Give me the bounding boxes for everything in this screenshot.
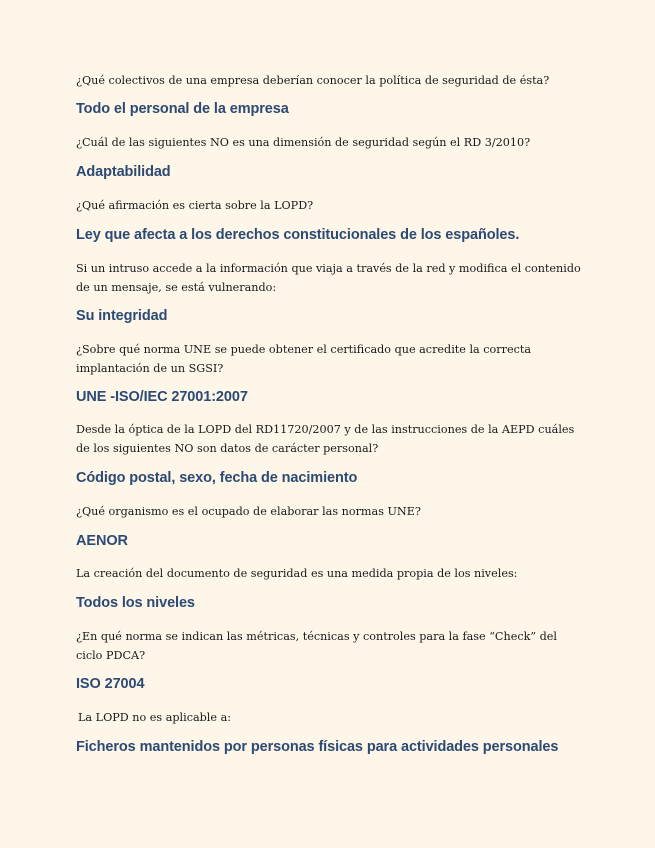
question-5: ¿Sobre qué norma UNE se puede obtener el certificado que acredite la correcta implantación de un SGSI?	[76, 343, 532, 375]
question-8: La creación del documento de seguridad es una medida propia de los niveles:	[76, 567, 518, 580]
question-2: ¿Cuál de las siguientes NO es una dimensión de seguridad según el RD 3/2010?	[76, 136, 531, 149]
answer-4: Su integridad	[76, 308, 168, 324]
answer-5: UNE -ISO/IEC 27001:2007	[76, 389, 248, 405]
question-3: ¿Qué afirmación es cierta sobre la LOPD?	[76, 199, 314, 212]
question-1: ¿Qué colectivos de una empresa deberían conocer la política de seguridad de ésta?	[76, 74, 550, 87]
question-9: ¿En qué norma se indican las métricas, técnicas y controles para la fase “Check” del ciclo PDCA?	[76, 630, 557, 662]
answer-10: Ficheros mantenidos por personas físicas para actividades personales	[76, 739, 559, 755]
answer-6: Código postal, sexo, fecha de nacimiento	[76, 470, 358, 486]
answer-3: Ley que afecta a los derechos constitucionales de los españoles.	[76, 227, 520, 243]
answer-7: AENOR	[76, 533, 128, 549]
answer-9: ISO 27004	[76, 676, 145, 692]
question-7: ¿Qué organismo es el ocupado de elaborar las normas UNE?	[76, 505, 421, 518]
question-4: Si un intruso accede a la información que viaja a través de la red y modifica el contenido de un mensaje, se está vulnerando:	[76, 262, 581, 294]
answer-2: Adaptabilidad	[76, 164, 171, 180]
question-6: Desde la óptica de la LOPD del RD11720/2007 y de las instrucciones de la AEPD cuáles de los siguientes NO son datos de carácter personal?	[76, 423, 575, 455]
question-10: La LOPD no es aplicable a:	[78, 711, 232, 724]
answer-1: Todo el personal de la empresa	[76, 101, 289, 117]
answer-8: Todos los niveles	[76, 595, 195, 611]
